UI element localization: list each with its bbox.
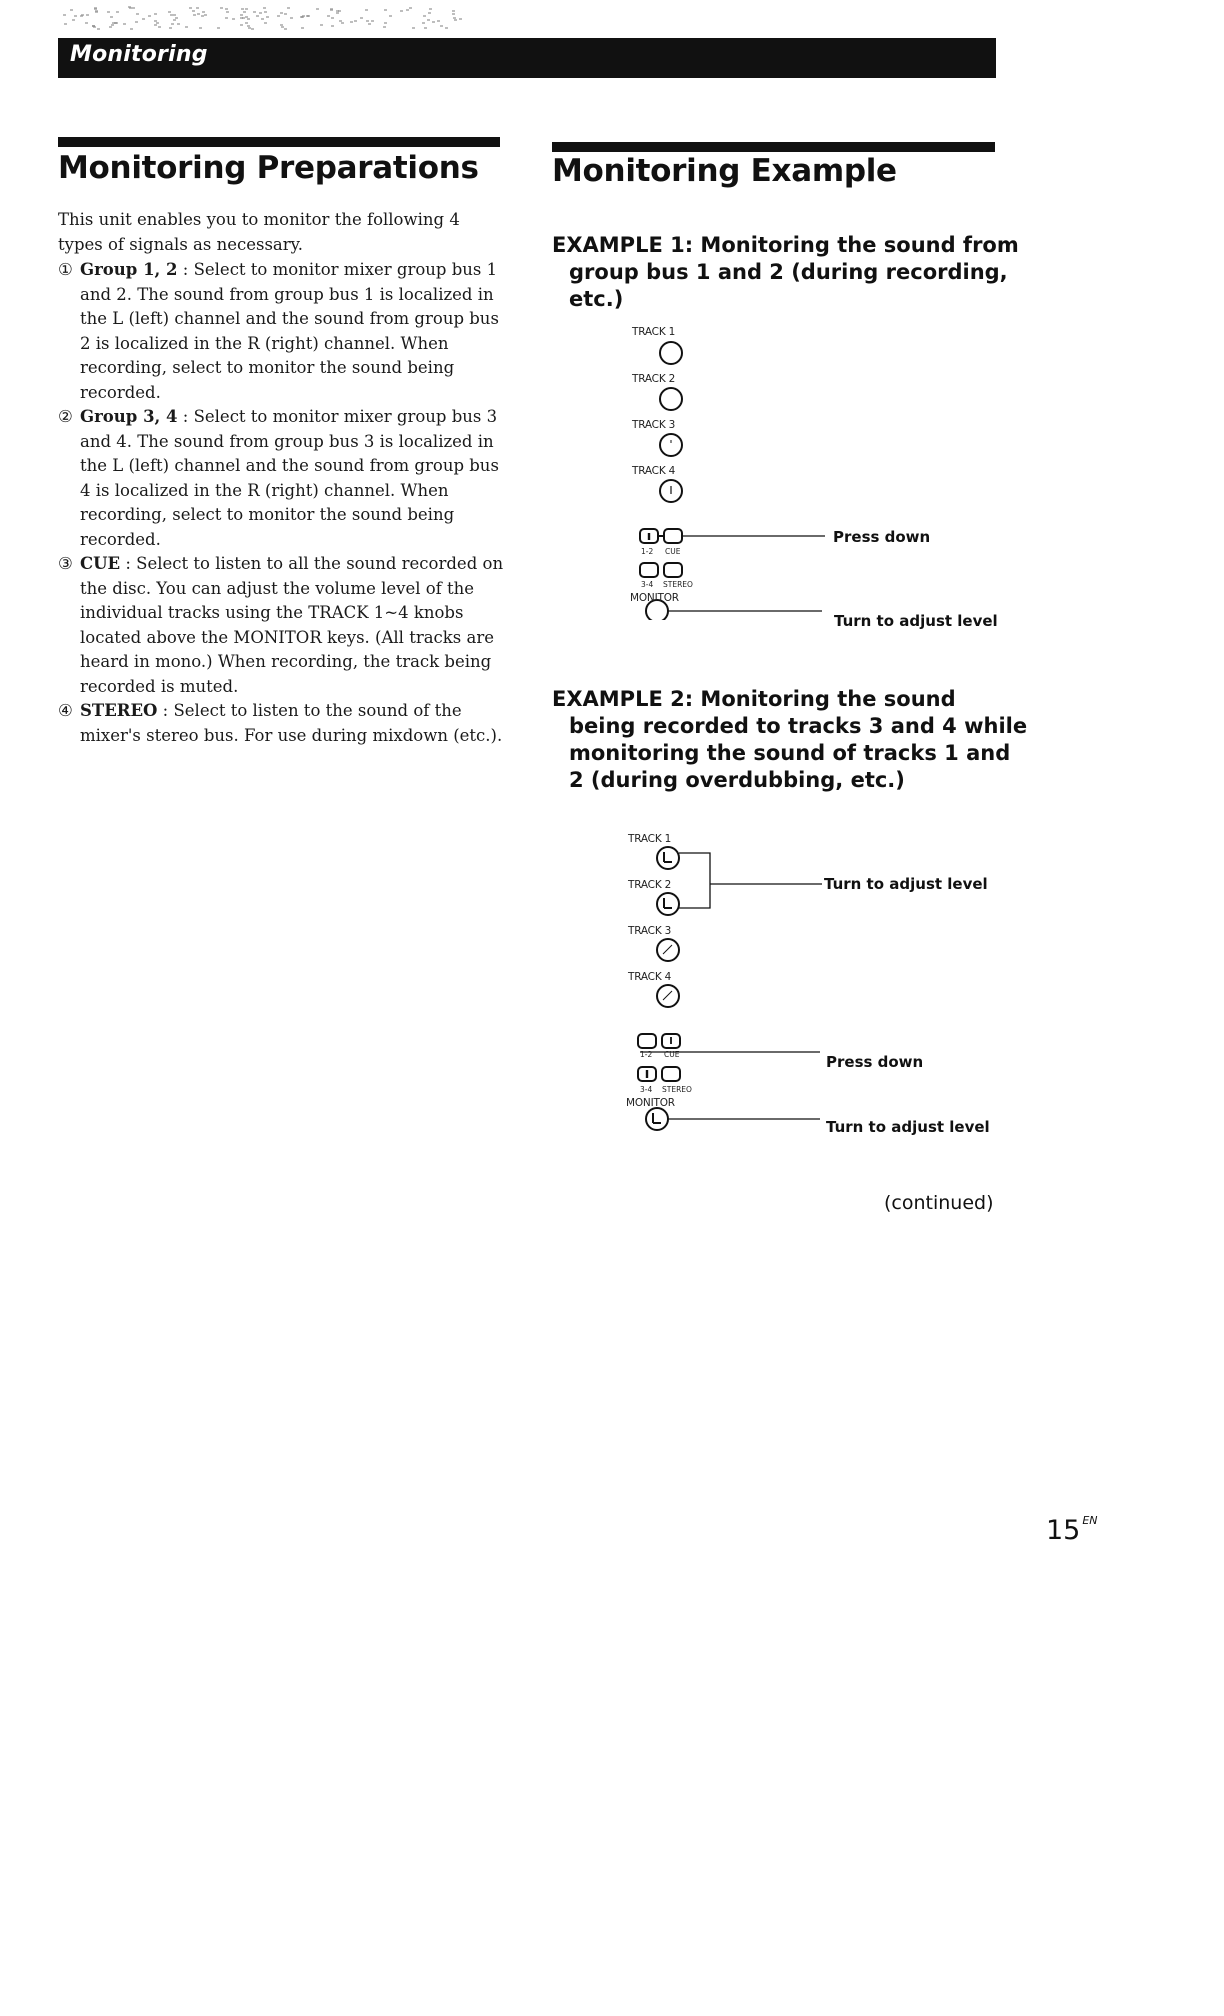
ex2-key-34-label: 3-4 [640, 1085, 653, 1094]
key-12-icon [638, 1034, 656, 1048]
item-number: ③ [58, 554, 73, 573]
ex2-key-12-label: 1-2 [640, 1050, 653, 1059]
ex2-turn-callout: Turn to adjust level [826, 1118, 990, 1136]
ex2-tracks-turn-callout: Turn to adjust level [824, 875, 988, 893]
item-text: : Select to listen to all the sound recorded on the disc. You can adjust the volume level of the individual tracks using the TRACK 1~4 knobs located above the MONITOR keys. (All tracks are heard in mono.) When recording, the track being recorded is muted. [80, 554, 504, 696]
left-section-title: Monitoring Preparations [58, 150, 479, 186]
ex2-key-cue-label: CUE [664, 1050, 680, 1059]
ex1-key-34-label: 3-4 [641, 580, 654, 589]
ex1-track1-label: TRACK 1 [632, 326, 676, 338]
key-stereo-icon [662, 1067, 680, 1081]
section-header-label: Monitoring [70, 42, 208, 67]
key-12-pressed-icon [640, 529, 658, 543]
ex2-press-down-callout: Press down [826, 1053, 924, 1071]
left-title-rule [58, 137, 500, 147]
ex2-track4-label: TRACK 4 [628, 971, 672, 983]
section-header-bar [58, 38, 996, 78]
ex1-track2-label: TRACK 2 [632, 373, 676, 385]
monitor-knob-icon [646, 1108, 668, 1130]
ex1-turn-callout: Turn to adjust level [834, 612, 998, 630]
ex1-track4-label: TRACK 4 [632, 465, 676, 477]
item-number: ④ [58, 701, 73, 720]
ex2-track3-label: TRACK 3 [628, 925, 672, 937]
item-text: : Select to monitor mixer group bus 3 and 4. The sound from group bus 3 is localized in the L (left) channel and the sound from group bus 4 is localized in the R (right) channel. When recording, select to monitor the sound being recorded. [80, 407, 499, 549]
example1-diagram [620, 300, 1020, 620]
example1-title: EXAMPLE 1: Monitoring the sound from group bus 1 and 2 (during recording, etc.) [552, 233, 1019, 311]
knob-icon [657, 893, 679, 915]
scan-noise [60, 6, 480, 30]
ex1-track3-label: TRACK 3 [632, 419, 676, 431]
intro-paragraph: This unit enables you to monitor the following 4 types of signals as necessary. [58, 210, 460, 254]
item-term: Group 1, 2 [80, 260, 178, 279]
item-text: : Select to listen to the sound of the mixer's stereo bus. For use during mixdown (etc.). [80, 701, 503, 745]
ex2-track2-label: TRACK 2 [628, 879, 672, 891]
page-number-suffix: EN [1082, 1514, 1098, 1527]
knob-icon [660, 342, 682, 364]
list-item [58, 405, 506, 552]
item-text: : Select to monitor mixer group bus 1 and 2. The sound from group bus 1 is localized in the L (left) channel and the sound from group bus 2 is localized in the R (right) channel. When recording, select to monitor the sound being recorded. [80, 260, 499, 402]
knob-icon [660, 388, 682, 410]
page-number [1046, 1514, 1098, 1546]
monitor-signal-list [58, 258, 506, 748]
list-item [58, 258, 506, 405]
item-term: CUE [80, 554, 121, 573]
key-stereo-icon [664, 563, 682, 577]
item-number: ① [58, 260, 73, 279]
ex1-press-down-callout: Press down [833, 528, 931, 546]
ex1-key-12-label: 1-2 [641, 547, 654, 556]
ex1-key-cue-label: CUE [665, 547, 681, 556]
ex2-monitor-label: MONITOR [626, 1097, 675, 1109]
key-cue-icon [664, 529, 682, 543]
page-number-value: 15 [1046, 1515, 1081, 1546]
ex1-key-stereo-label: STEREO [663, 580, 693, 589]
knob-icon [657, 985, 679, 1007]
right-title-rule [552, 142, 995, 152]
key-cue-icon [662, 1034, 680, 1048]
knob-icon [660, 480, 682, 502]
ex2-key-stereo-label: STEREO [662, 1085, 692, 1094]
item-term: Group 3, 4 [80, 407, 178, 426]
knob-icon [657, 939, 679, 961]
continued-note: (continued) [884, 1192, 994, 1214]
list-item [58, 552, 506, 699]
right-section-title: Monitoring Example [552, 153, 897, 189]
knob-icon [660, 434, 682, 456]
key-34-pressed-icon [638, 1067, 656, 1081]
key-34-icon [640, 563, 658, 577]
example2-title: EXAMPLE 2: Monitoring the sound being recorded to tracks 3 and 4 while monitoring the sound of tracks 1 and 2 (during overdubbing, etc.) [552, 687, 1028, 792]
ex2-track1-label: TRACK 1 [628, 833, 672, 845]
knob-icon [657, 847, 679, 869]
item-number: ② [58, 407, 73, 426]
list-item [58, 699, 506, 748]
ex1-monitor-label: MONITOR [630, 592, 679, 604]
item-term: STEREO [80, 701, 158, 720]
